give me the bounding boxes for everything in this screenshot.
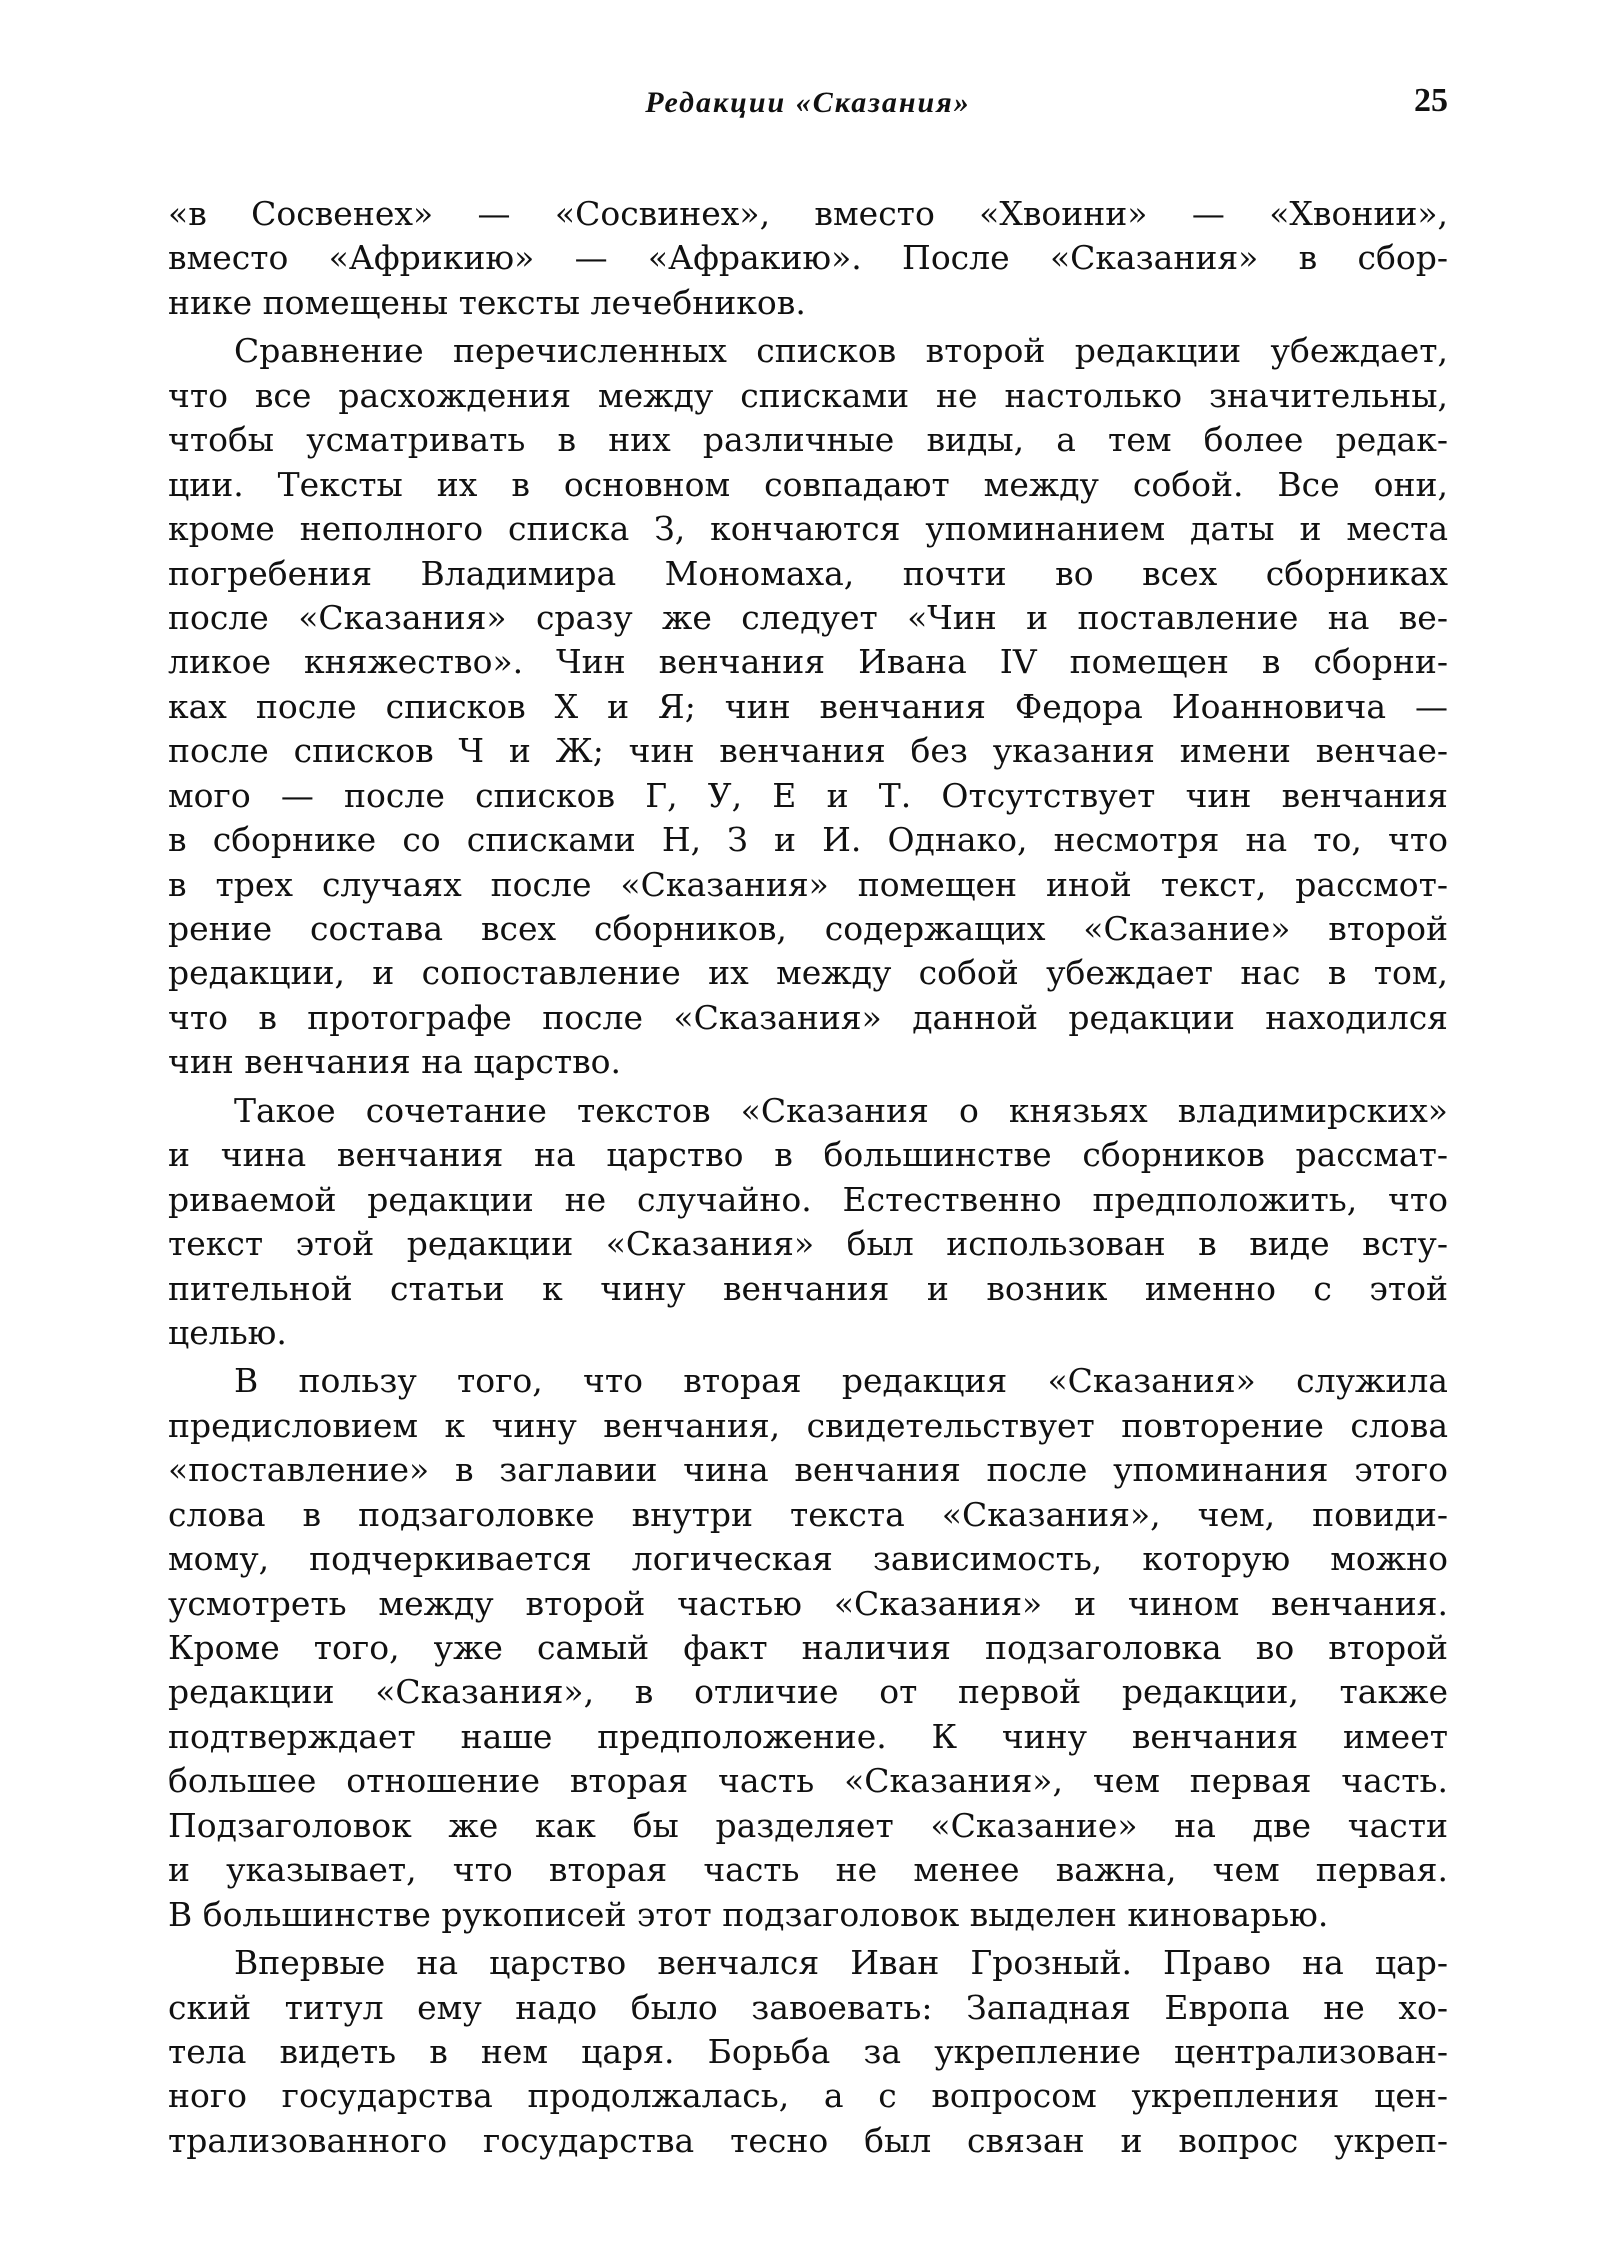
paragraph — [168, 192, 1448, 325]
text-line: кроме неполного списка З, кончаются упоминанием даты и места — [168, 509, 1448, 549]
text-line: ках после списков Х и Я; чин венчания Федора Иоанновича — — [168, 686, 1448, 726]
text-line: целью. — [168, 1312, 287, 1352]
text-line: после «Сказания» сразу же следует «Чин и поставление на ве- — [168, 597, 1448, 637]
page-header — [168, 82, 1448, 134]
text-line: мому, подчеркивается логическая зависимость, которую можно — [168, 1539, 1448, 1579]
text-line: «в Сосвенех» — «Сосвинех», вместо «Хвоини» — «Хвонии», — [168, 194, 1448, 233]
text-line: Кроме того, уже самый факт наличия подзаголовка во второй — [168, 1628, 1448, 1667]
text-line: нике помещены тексты лечебников. — [168, 282, 806, 322]
text-line: и указывает, что вторая часть не менее важна, чем первая. — [168, 1850, 1448, 1890]
text-line: чин венчания на царство. — [168, 1042, 622, 1082]
text-line: тела видеть в нем царя. Борьба за укрепление централизован- — [168, 2031, 1448, 2071]
text-line: ции. Тексты их в основном совпадают между собой. Все они, — [168, 464, 1448, 504]
body-text — [168, 192, 1448, 2163]
text-line: предисловием к чину венчания, свидетельствует повторение слова — [168, 1405, 1448, 1445]
text-line: Подзаголовок же как бы разделяет «Сказание» на две части — [168, 1805, 1448, 1845]
text-line: слова в подзаголовке внутри текста «Сказания», чем, повиди- — [168, 1494, 1448, 1534]
text-line: усмотреть между второй частью «Сказания» и чином венчания. — [168, 1583, 1448, 1623]
text-line: и чина венчания на царство в большинстве сборников рассмат- — [168, 1135, 1448, 1175]
paragraph — [168, 1359, 1448, 1937]
text-line: мого — после списков Г, У, Е и Т. Отсутствует чин венчания — [168, 775, 1448, 815]
page-number: 25 — [1414, 82, 1448, 119]
text-line: большее отношение вторая часть «Сказания», чем первая часть. — [168, 1761, 1448, 1801]
text-line: риваемой редакции не случайно. Естественно предположить, что — [168, 1179, 1448, 1219]
text-line: Такое сочетание текстов «Сказания о князьях владимирских» — [234, 1090, 1448, 1130]
text-line: трализованного государства тесно был связан и вопрос укреп- — [168, 2120, 1448, 2160]
paragraph — [168, 1941, 1448, 2163]
text-line: «поставление» в заглавии чина венчания после упоминания этого — [168, 1450, 1448, 1490]
text-line: Впервые на царство венчался Иван Грозный. Право на цар- — [234, 1943, 1448, 1983]
text-line: редакции, и сопоставление их между собой убеждает нас в том, — [168, 953, 1448, 993]
running-title: Редакции «Сказания» — [645, 86, 971, 119]
text-line: в сборнике со списками Н, З и И. Однако, несмотря на то, что — [168, 820, 1448, 860]
text-line: В пользу того, что вторая редакция «Сказания» служила — [234, 1361, 1448, 1401]
text-line: после списков Ч и Ж; чин венчания без указания имени венчае- — [168, 731, 1448, 771]
text-line: ного государства продолжалась, а с вопросом укрепления цен- — [168, 2076, 1448, 2116]
text-line: подтверждает наше предположение. К чину венчания имеет — [168, 1716, 1448, 1756]
text-line: В большинстве рукописей этот подзаголовок выделен киноварью. — [168, 1894, 1329, 1934]
text-line: что все расхождения между списками не настолько значительны, — [168, 375, 1448, 415]
text-line: погребения Владимира Мономаха, почти во всех сборниках — [168, 553, 1448, 593]
text-line: чтобы усматривать в них различные виды, а тем более редак- — [168, 420, 1448, 460]
text-line: ский титул ему надо было завоевать: Западная Европа не хо- — [168, 1987, 1448, 2027]
text-line: вместо «Африкию» — «Афракию». После «Сказания» в сбор- — [168, 238, 1448, 278]
text-line: текст этой редакции «Сказания» был использован в виде всту- — [168, 1224, 1448, 1264]
paragraph — [168, 329, 1448, 1084]
text-line: что в протографе после «Сказания» данной редакции находился — [168, 997, 1448, 1037]
text-line: ликое княжество». Чин венчания Ивана IV помещен в сборни- — [168, 642, 1448, 682]
text-line: пительной статьи к чину венчания и возник именно с этой — [168, 1268, 1448, 1308]
text-line: Сравнение перечисленных списков второй редакции убеждает, — [234, 331, 1448, 371]
text-line: редакции «Сказания», в отличие от первой редакции, также — [168, 1672, 1448, 1712]
text-line: в трех случаях после «Сказания» помещен иной текст, рассмот- — [168, 864, 1448, 904]
text-line: рение состава всех сборников, содержащих «Сказание» второй — [168, 909, 1448, 948]
paragraph — [168, 1089, 1448, 1356]
